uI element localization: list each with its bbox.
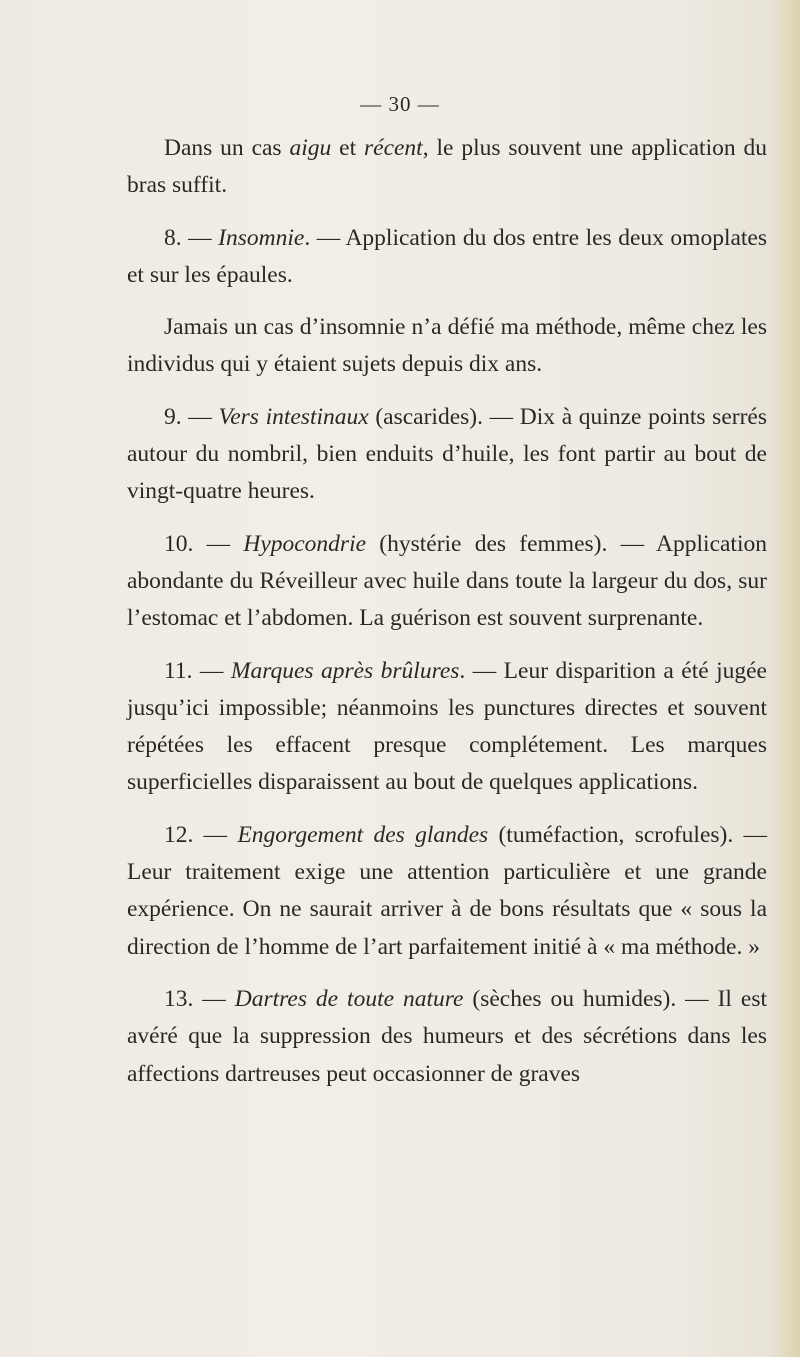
paragraph: [127, 130, 767, 205]
paragraph: [127, 309, 767, 384]
paragraph: [127, 526, 767, 638]
text-run: 11. —: [164, 657, 231, 684]
text-run: (hystérie des femmes). — Application abondante du Réveilleur avec huile dans toute la largeur du dos, sur l’estomac et l’abdomen. La guérison est souvent surprenante.: [127, 530, 767, 632]
paragraph: [127, 817, 767, 966]
paragraph: [127, 220, 767, 295]
text-run: 12. —: [164, 821, 238, 848]
text-run: Jamais un cas d’insomnie n’a défié ma méthode, même chez les individus qui y étaient sujets depuis dix ans.: [127, 314, 767, 378]
italic-term: aigu: [289, 135, 332, 161]
text-run: (tuméfaction, scrofules). — Leur traitement exige une attention particulière et une grande expérience. On ne saurait arriver à de bons résultats que « sous la direction de l’homme de l’art parfaitement initié à « ma méthode. »: [127, 821, 768, 960]
page-edge: [772, 0, 800, 1357]
body-text: [127, 130, 767, 1093]
text-run: 9. —: [164, 403, 219, 430]
text-run: . — Leur disparition a été jugée jusqu’ici impossible; néanmoins les punctures directes et souvent répétées les effacent presque complétement. Les marques superficielles disparaissent au bout de quelques applications.: [127, 657, 767, 796]
italic-term: Vers intestinaux: [218, 403, 369, 430]
text-run: . — Application du dos entre les deux omoplates et sur les épaules.: [127, 224, 768, 288]
text-run: , le plus souvent une application du bras suffit.: [127, 135, 767, 199]
italic-term: Dartres de toute nature: [234, 985, 464, 1012]
italic-term: Insomnie: [218, 224, 305, 251]
italic-term: Hypocondrie: [243, 530, 367, 557]
text-run: (ascarides). — Dix à quinze points serrés autour du nombril, bien enduits d’huile, les font partir au bout de vingt-quatre heures.: [127, 403, 767, 505]
text-run: 8. —: [164, 224, 219, 251]
text-run: 10. —: [164, 530, 244, 557]
text-run: Dans un cas: [164, 135, 290, 161]
text-run: 13. —: [164, 985, 235, 1012]
page-number: — 30 —: [360, 92, 440, 116]
paragraph: [127, 399, 767, 511]
italic-term: Marques après brûlures: [230, 657, 460, 684]
paragraph: [127, 653, 767, 802]
italic-term: récent: [364, 135, 423, 161]
text-run: (sèches ou humides). — Il est avéré que la suppression des humeurs et des sécrétions dans les affections dartreuses peut occasionner de graves: [127, 985, 768, 1087]
italic-term: Engorgement des glandes: [237, 821, 489, 848]
paragraph: [127, 981, 767, 1093]
text-run: et: [331, 135, 364, 161]
